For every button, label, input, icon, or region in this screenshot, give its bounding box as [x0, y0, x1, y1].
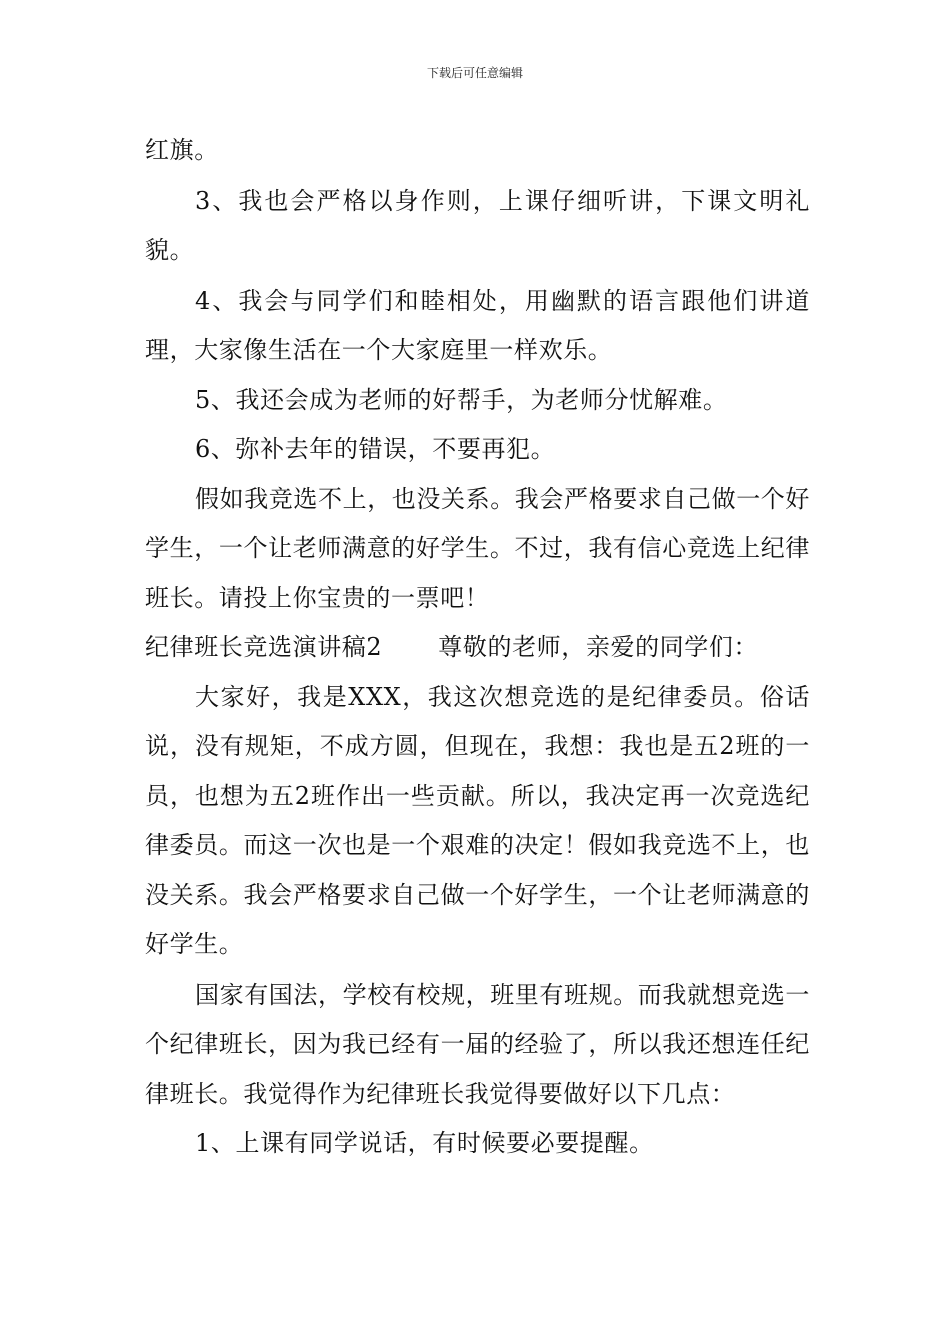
paragraph: 红旗。 [145, 136, 219, 164]
section-title: 纪律班长竞选演讲稿2 [145, 633, 383, 661]
list-item: 4、我会与同学们和睦相处，用幽默的语言跟他们讲道理，大家像生活在一个大家庭里一样欢乐。 [145, 286, 810, 364]
paragraph: 假如我竞选不上，也没关系。我会严格要求自己做一个好学生，一个让老师满意的好学生。不过，我有信心竞选上纪律班长。请投上你宝贵的一票吧！ [145, 484, 810, 612]
document-body [145, 126, 810, 1169]
list-item: 3、我也会严格以身作则，上课仔细听讲，下课文明礼貌。 [145, 186, 810, 264]
page-header: 下载后可任意编辑 [426, 66, 523, 80]
list-item: 5、我还会成为老师的好帮手，为老师分忧解难。 [195, 385, 728, 414]
section-heading [145, 623, 810, 673]
paragraph: 国家有国法，学校有校规，班里有班规。而我就想竞选一个纪律班长，因为我已经有一届的经验了，所以我还想连任纪律班长。我觉得作为纪律班长我觉得要做好以下几点： [145, 980, 810, 1108]
salutation: 尊敬的老师，亲爱的同学们： [438, 633, 759, 661]
list-item: 6、弥补去年的错误，不要再犯。 [195, 435, 556, 463]
list-item: 1、上课有同学说话，有时候要必要提醒。 [195, 1129, 654, 1157]
paragraph: 大家好，我是XXX，我这次想竞选的是纪律委员。俗话说，没有规矩，不成方圆，但现在，我想：我也是五2班的一员，也想为五2班作出一些贡献。所以，我决定再一次竞选纪律委员。而这一次也是一个艰难的决定！假如我竞选不上，也没关系。我会严格要求自己做一个好学生，一个让老师满意的好学生。 [145, 682, 810, 958]
